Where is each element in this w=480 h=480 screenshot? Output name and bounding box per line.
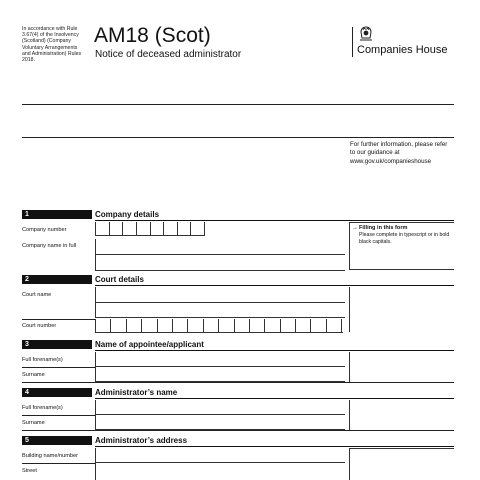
court-side-box	[349, 287, 454, 332]
section-1-number: 1	[22, 210, 92, 219]
companies-house-logo	[352, 25, 454, 65]
s5-divider	[22, 463, 95, 464]
company-number-field[interactable]	[95, 222, 205, 236]
section-1-rule	[95, 220, 454, 221]
header-rule-1	[22, 104, 454, 105]
s4-side-box	[349, 400, 454, 430]
section-3-title: Name of appointee/applicant	[95, 340, 204, 349]
street-field[interactable]	[95, 463, 345, 480]
section-3-rule	[95, 350, 454, 351]
section-1-title: Company details	[95, 210, 160, 219]
company-name-field-1[interactable]	[95, 239, 345, 255]
s4-surname-label: Surname	[22, 420, 45, 426]
section-4-rule	[95, 398, 454, 399]
section-3-number: 3	[22, 340, 92, 349]
s3-bottom-rule	[22, 382, 454, 383]
company-number-label: Company number	[22, 227, 67, 233]
section-5-title: Administrator’s address	[95, 436, 188, 445]
guidance-title: Filling in this form	[359, 225, 408, 231]
s3-surname-field[interactable]	[95, 367, 345, 382]
s4-surname-field[interactable]	[95, 415, 345, 430]
header-rule-2	[22, 137, 454, 138]
section-2-number: 2	[22, 275, 92, 284]
court-number-label: Court number	[22, 323, 57, 329]
form-title: Notice of deceased administrator	[95, 49, 242, 60]
s3-forename-label: Full forename(s)	[22, 357, 63, 363]
info-note: For further information, please refer to our guidance at www.gov.uk/companieshouse	[350, 141, 448, 165]
guidance-body: Please complete in typescript or in bold black capitals.	[359, 232, 450, 245]
court-name-field-2[interactable]	[95, 303, 345, 318]
s3-divider	[22, 367, 95, 368]
guidance-box	[349, 222, 454, 270]
s3-surname-label: Surname	[22, 372, 45, 378]
section-5-rule	[95, 446, 454, 447]
court-name-label: Court name	[22, 292, 52, 298]
section-4-number: 4	[22, 388, 92, 397]
org-name: Companies House	[357, 44, 448, 56]
section-5-number: 5	[22, 436, 92, 445]
section-2-title: Court details	[95, 275, 144, 284]
s3-side-box	[349, 352, 454, 382]
court-divider	[22, 319, 95, 320]
s4-bottom-rule	[22, 430, 454, 431]
section-2-rule	[95, 285, 454, 286]
s3-forename-field[interactable]	[95, 352, 345, 367]
form-code: AM18 (Scot)	[94, 24, 211, 47]
s4-forename-label: Full forename(s)	[22, 405, 63, 411]
legal-note: In accordance with Rule 3.67(4) of the Insolvency (Scotland) (Company Voluntary Arrangements and Administration) Rules 2018.	[22, 26, 82, 64]
street-label: Street	[22, 468, 37, 474]
s5-side-box	[349, 448, 454, 480]
building-field[interactable]	[95, 448, 345, 463]
section-4-title: Administrator’s name	[95, 388, 178, 397]
company-name-field-2[interactable]	[95, 255, 345, 271]
royal-crest-icon	[358, 26, 374, 42]
court-number-field[interactable]	[95, 319, 343, 333]
divider-bar	[352, 27, 353, 57]
court-name-field-1[interactable]	[95, 287, 345, 303]
s4-divider	[22, 415, 95, 416]
company-name-label: Company name in full	[22, 243, 77, 249]
guidance-arrow-icon: →	[352, 225, 358, 231]
s4-forename-field[interactable]	[95, 400, 345, 415]
building-label: Building name/number	[22, 453, 78, 459]
